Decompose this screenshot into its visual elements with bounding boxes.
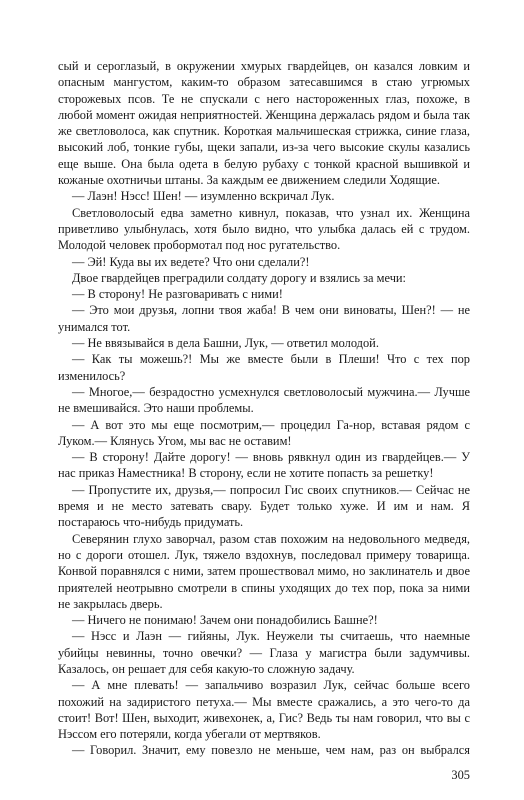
paragraph: — Ничего не понимаю! Зачем они понадобились Башне?! xyxy=(72,613,378,628)
paragraph: — Пропустите их, друзья,— попросил Гис своих спутников.— Сейчас не время и не место затевать свару. Будет только хуже. И им и нам. Я постараюсь что-нибудь придумать. xyxy=(58,482,470,530)
body-text xyxy=(58,58,470,758)
paragraph: — Как ты можешь?! Мы же вместе были в Плеши! Что с тех пор изменилось? xyxy=(58,352,470,383)
paragraph: — Лаэн! Нэсс! Шен! — изумленно вскричал Лук. xyxy=(72,189,335,204)
paragraph: — В сторону! Дайте дорогу! — вновь рявкнул один из гвардейцев.— У нас приказ Наместника! В сторону, если не хотите попасть за решетку! xyxy=(58,450,470,481)
paragraph: — Говорил. Значит, ему повезло не меньше, чем нам, раз он выбрался xyxy=(72,743,470,758)
paragraph: Северянин глухо заворчал, разом став похожим на недовольного медведя, но с дороги отошел. Лук, тяжело вздохнув, последовал примеру товарища. Конвой поравнялся с ними, затем прошествовал мимо, но заклинатель и двое приятелей неотрывно смотрели в спины уходящих до тех пор, пока за ними не закрылась дверь. xyxy=(58,531,470,611)
book-page xyxy=(58,58,470,800)
paragraph: — Это мои друзья, лопни твоя жаба! В чем они виноваты, Шен?! — не унимался тот. xyxy=(58,303,470,334)
paragraph: сый и сероглазый, в окружении хмурых гвардейцев, он казался ловким и опасным мангустом, каким-то образом затесавшимся в стаю угрюмых сторожевых псов. Те не спускали с него настороженных глаз, похоже, в любой момент ожидая неприятностей. Женщина держалась рядом и была так же светловолоса, как спутник. Короткая мальчишеская стрижка, синие глаза, высокий лоб, тонкие губы, щеки запали, из-за чего высокие скулы казались еще выше. Она была одета в белую рубаху с тонкой красной вышивкой и кожаные охотничьи штаны. За каждым ее движением следили Ходящие. xyxy=(58,59,470,188)
paragraph: — В сторону! Не разговаривать с ними! xyxy=(72,287,283,302)
paragraph: — Многое,— безрадостно усмехнулся светловолосый мужчина.— Лучше не вмешивайся. Это наши проблемы. xyxy=(58,384,470,416)
paragraph: — А вот это мы еще посмотрим,— процедил Га-нор, вставая рядом с Луком.— Клянусь Угом, мы вас не оставим! xyxy=(58,417,470,448)
paragraph: — А мне плевать! — запальчиво возразил Лук, сейчас больше всего похожий на задиристого петуха.— Мы вместе сражались, а это чего-то да стоит! Вот! Шен, выходит, живехонек, а, Гис? Ведь ты нам говорил, что вы с Нэссом его потеряли, когда убегали от мертвяков. xyxy=(58,678,470,742)
paragraph: Светловолосый едва заметно кивнул, показав, что узнал их. Женщина приветливо улыбнулась, хотя было видно, что улыбка далась ей с трудом. Молодой человек пробормотал под нос ругательство. xyxy=(58,205,470,253)
paragraph: — Не ввязывайся в дела Башни, Лук, — ответил молодой. xyxy=(72,336,379,351)
paragraph: Двое гвардейцев преградили солдату дорогу и взялись за мечи: xyxy=(72,270,406,285)
paragraph: — Эй! Куда вы их ведете? Что они сделали?! xyxy=(72,254,310,269)
paragraph: — Нэсс и Лаэн — гийяны, Лук. Неужели ты считаешь, что наемные убийцы невинны, точно овечки? — Глаза у магистра были задумчивы. Казалось, он решает для себя какую-то сложную задачу. xyxy=(58,629,470,676)
page-number: 305 xyxy=(451,768,470,782)
